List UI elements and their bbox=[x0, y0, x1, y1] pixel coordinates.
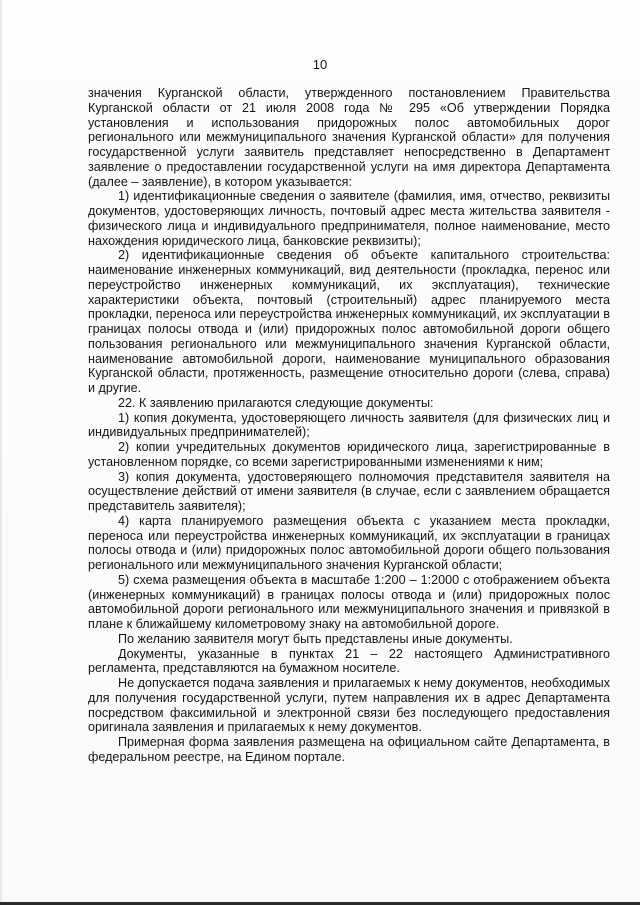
paragraph: Примерная форма заявления размещена на официальном сайте Департамента, в федеральном реестре, на Едином портале. bbox=[88, 735, 610, 764]
scan-left-edge bbox=[0, 0, 2, 905]
paragraph: 3) копия документа, удостоверяющего полномочия представителя заявителя на осуществление действий от имени заявителя (в случае, если с заявлением обращается представитель заявителя); bbox=[88, 469, 610, 513]
document-body bbox=[88, 86, 610, 765]
paragraph: 22. К заявлению прилагаются следующие документы: bbox=[118, 395, 434, 410]
paragraph: 4) карта планируемого размещения объекта с указанием места прокладки, переноса или переустройства инженерных коммуникаций, их эксплуатации в границах полосы отвода и (или) придорожных полос автомобильной дороги общего пользования регионального или межмуниципального значения Курганской области; bbox=[88, 513, 610, 572]
paragraph: значения Курганской области, утвержденного постановлением Правительства Курганской области от 21 июля 2008 года № 295 «Об утверждении Порядка установления и использования придорожных полос автомобильных дорог регионального или межмуниципального значения Курганской области» для получения государственной услуги заявитель представляет непосредственно в Департамент заявление о предоставлении государственной услуги на имя директора Департамента (далее – заявление), в котором указывается: bbox=[88, 86, 610, 189]
paragraph: Не допускается подача заявления и прилагаемых к нему документов, необходимых для получения государственной услуги, путем направления их в адрес Департамента посредством факсимильной и электронной связи без последующего предоставления оригинала заявления и прилагаемых к нему документов. bbox=[88, 676, 610, 735]
paragraph: По желанию заявителя могут быть представлены иные документы. bbox=[118, 631, 513, 646]
paragraph: 2) идентификационные сведения об объекте капитального строительства: наименование инженерных коммуникаций, вид деятельности (прокладка, перенос или переустройство инженерных коммуникаций, их эксплуатация), технические характеристики объекта, почтовый (строительный) адрес планируемого места прокладки, переноса или переустройства инженерных коммуникаций, их эксплуатации в границах полосы отвода и (или) придорожных полос автомобильной дороги общего пользования регионального или межмуниципального значения Курганской области, наименование автомобильной дороги, наименование муниципального образования Курганской области, протяженность, размещение относительно дороги (слева, справа) и другие. bbox=[88, 248, 610, 395]
paragraph: Документы, указанные в пунктах 21 – 22 настоящего Административного регламента, представляются на бумажном носителе. bbox=[88, 646, 610, 676]
page-number: 10 bbox=[312, 57, 328, 72]
paragraph: 2) копии учредительных документов юридического лица, зарегистрированные в установленном порядке, со всеми зарегистрированными изменениями к ним; bbox=[88, 440, 610, 469]
paragraph: 1) идентификационные сведения о заявителе (фамилия, имя, отчество, реквизиты документов, удостоверяющих личность, почтовый адрес места жительства заявителя - физического лица и индивидуального предпринимателя, полное наименование, место нахождения юридического лица, банковские реквизиты); bbox=[88, 189, 610, 248]
paragraph: 1) копия документа, удостоверяющего личность заявителя (для физических лиц и индивидуальных предпринимателей); bbox=[88, 410, 610, 440]
paragraph: 5) схема размещения объекта в масштабе 1:200 – 1:2000 с отображением объекта (инженерных коммуникаций) в границах полосы отвода и (или) придорожных полос автомобильной дороги регионального или межмуниципального значения и привязкой в плане к ближайшему километровому знаку на автомобильной дороге. bbox=[88, 572, 610, 631]
